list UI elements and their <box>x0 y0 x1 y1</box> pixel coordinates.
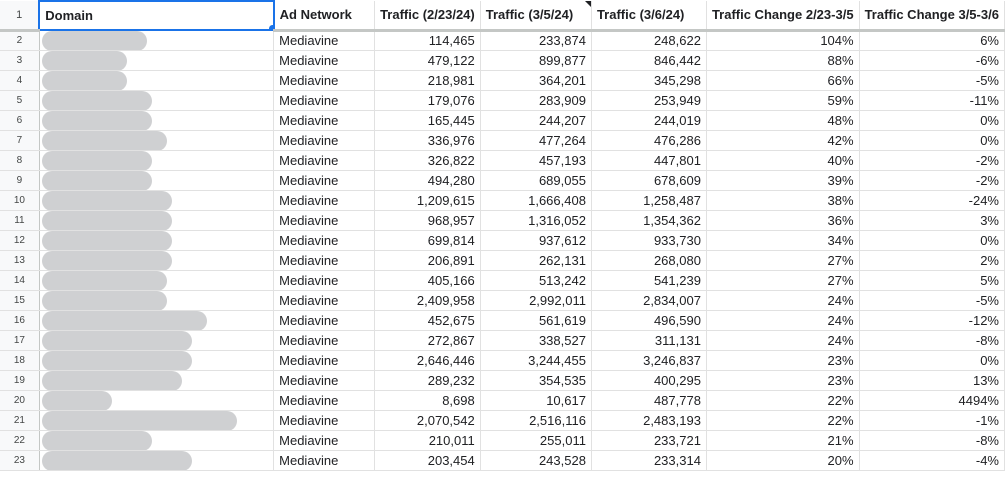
traffic-3-5-cell[interactable]: 243,528 <box>480 450 591 470</box>
change-3-5-3-6-cell[interactable]: -2% <box>859 150 1004 170</box>
traffic-3-5-cell[interactable]: 899,877 <box>480 50 591 70</box>
change-2-23-3-5-cell[interactable]: 23% <box>706 370 859 390</box>
table-row <box>0 430 1005 450</box>
change-2-23-3-5-cell[interactable]: 22% <box>706 410 859 430</box>
domain-cell[interactable] <box>39 410 273 430</box>
header-cell-traffic-2-23[interactable]: Traffic (2/23/24) <box>375 1 481 30</box>
traffic-3-6-cell[interactable]: 1,258,487 <box>591 190 706 210</box>
domain-cell[interactable] <box>39 370 273 390</box>
ad-network-cell[interactable]: Mediavine <box>274 90 375 110</box>
ad-network-cell[interactable]: Mediavine <box>274 290 375 310</box>
domain-cell[interactable] <box>39 130 273 150</box>
traffic-2-23-cell[interactable]: 405,166 <box>375 270 481 290</box>
domain-cell[interactable] <box>39 230 273 250</box>
table-row <box>0 190 1005 210</box>
header-row <box>0 1 1005 30</box>
traffic-2-23-cell[interactable]: 203,454 <box>375 450 481 470</box>
traffic-3-6-cell[interactable]: 3,246,837 <box>591 350 706 370</box>
row-number[interactable]: 6 <box>0 110 39 130</box>
ad-network-cell[interactable]: Mediavine <box>274 450 375 470</box>
change-2-23-3-5-cell[interactable]: 22% <box>706 390 859 410</box>
traffic-3-5-cell[interactable]: 2,992,011 <box>480 290 591 310</box>
traffic-3-6-cell[interactable]: 447,801 <box>591 150 706 170</box>
row-number[interactable]: 8 <box>0 150 39 170</box>
ad-network-cell[interactable]: Mediavine <box>274 30 375 50</box>
domain-cell[interactable] <box>39 270 273 290</box>
traffic-2-23-cell[interactable]: 272,867 <box>375 330 481 350</box>
change-2-23-3-5-cell[interactable]: 88% <box>706 50 859 70</box>
traffic-3-6-cell[interactable]: 541,239 <box>591 270 706 290</box>
change-2-23-3-5-cell[interactable]: 27% <box>706 250 859 270</box>
redacted-domain <box>42 411 237 431</box>
change-3-5-3-6-cell[interactable]: 3% <box>859 210 1004 230</box>
row-number[interactable]: 22 <box>0 430 39 450</box>
redacted-domain <box>42 151 152 171</box>
table-row <box>0 170 1005 190</box>
table-row <box>0 330 1005 350</box>
row-number[interactable]: 14 <box>0 270 39 290</box>
change-2-23-3-5-cell[interactable]: 40% <box>706 150 859 170</box>
traffic-3-5-cell[interactable]: 2,516,116 <box>480 410 591 430</box>
row-number[interactable]: 20 <box>0 390 39 410</box>
change-3-5-3-6-cell[interactable]: -2% <box>859 170 1004 190</box>
traffic-3-6-cell[interactable]: 244,019 <box>591 110 706 130</box>
table-row <box>0 270 1005 290</box>
traffic-3-6-cell[interactable]: 476,286 <box>591 130 706 150</box>
table-row <box>0 70 1005 90</box>
traffic-2-23-cell[interactable]: 2,646,446 <box>375 350 481 370</box>
row-number[interactable]: 11 <box>0 210 39 230</box>
traffic-3-5-cell[interactable]: 513,242 <box>480 270 591 290</box>
change-3-5-3-6-cell[interactable]: -12% <box>859 310 1004 330</box>
redacted-domain <box>42 431 152 451</box>
header-cell-change-2-23-3-5[interactable]: Traffic Change 2/23-3/5 <box>706 1 859 30</box>
change-3-5-3-6-cell[interactable]: 0% <box>859 350 1004 370</box>
traffic-3-6-cell[interactable]: 233,721 <box>591 430 706 450</box>
domain-cell[interactable] <box>39 170 273 190</box>
redacted-domain <box>42 251 172 271</box>
traffic-2-23-cell[interactable]: 699,814 <box>375 230 481 250</box>
traffic-3-6-cell[interactable]: 487,778 <box>591 390 706 410</box>
redacted-domain <box>42 451 192 471</box>
table-row <box>0 410 1005 430</box>
traffic-3-6-cell[interactable]: 2,834,007 <box>591 290 706 310</box>
redacted-domain <box>42 311 207 331</box>
traffic-2-23-cell[interactable]: 8,698 <box>375 390 481 410</box>
traffic-2-23-cell[interactable]: 479,122 <box>375 50 481 70</box>
change-2-23-3-5-cell[interactable]: 24% <box>706 330 859 350</box>
change-3-5-3-6-cell[interactable]: 0% <box>859 110 1004 130</box>
domain-cell[interactable] <box>39 90 273 110</box>
traffic-3-5-cell[interactable]: 338,527 <box>480 330 591 350</box>
change-3-5-3-6-cell[interactable]: -8% <box>859 430 1004 450</box>
traffic-2-23-cell[interactable]: 165,445 <box>375 110 481 130</box>
traffic-2-23-cell[interactable]: 206,891 <box>375 250 481 270</box>
change-2-23-3-5-cell[interactable]: 20% <box>706 450 859 470</box>
domain-cell[interactable] <box>39 330 273 350</box>
traffic-3-5-cell[interactable]: 233,874 <box>480 30 591 50</box>
ad-network-cell[interactable]: Mediavine <box>274 230 375 250</box>
redacted-domain <box>42 231 172 251</box>
row-number[interactable]: 18 <box>0 350 39 370</box>
change-2-23-3-5-cell[interactable]: 38% <box>706 190 859 210</box>
row-number[interactable]: 7 <box>0 130 39 150</box>
traffic-2-23-cell[interactable]: 2,409,958 <box>375 290 481 310</box>
redacted-domain <box>42 131 167 151</box>
ad-network-cell[interactable]: Mediavine <box>274 110 375 130</box>
change-3-5-3-6-cell[interactable]: 2% <box>859 250 1004 270</box>
header-cell-change-3-5-3-6[interactable]: Traffic Change 3/5-3/6 <box>859 1 1004 30</box>
ad-network-cell[interactable]: Mediavine <box>274 250 375 270</box>
ad-network-cell[interactable]: Mediavine <box>274 190 375 210</box>
traffic-3-5-cell[interactable]: 354,535 <box>480 370 591 390</box>
domain-cell[interactable] <box>39 150 273 170</box>
table-row <box>0 230 1005 250</box>
ad-network-cell[interactable]: Mediavine <box>274 270 375 290</box>
row-number[interactable]: 4 <box>0 70 39 90</box>
domain-cell[interactable] <box>39 390 273 410</box>
table-row <box>0 30 1005 50</box>
traffic-3-6-cell[interactable]: 400,295 <box>591 370 706 390</box>
traffic-2-23-cell[interactable]: 336,976 <box>375 130 481 150</box>
row-number[interactable]: 12 <box>0 230 39 250</box>
traffic-3-6-cell[interactable]: 1,354,362 <box>591 210 706 230</box>
domain-cell[interactable] <box>39 350 273 370</box>
change-3-5-3-6-cell[interactable]: -5% <box>859 290 1004 310</box>
change-2-23-3-5-cell[interactable]: 23% <box>706 350 859 370</box>
ad-network-cell[interactable]: Mediavine <box>274 310 375 330</box>
row-number[interactable]: 16 <box>0 310 39 330</box>
change-2-23-3-5-cell[interactable]: 48% <box>706 110 859 130</box>
domain-cell[interactable] <box>39 110 273 130</box>
traffic-3-5-cell[interactable]: 1,316,052 <box>480 210 591 230</box>
ad-network-cell[interactable]: Mediavine <box>274 430 375 450</box>
row-number[interactable]: 23 <box>0 450 39 470</box>
traffic-3-5-cell[interactable]: 477,264 <box>480 130 591 150</box>
domain-cell[interactable] <box>39 190 273 210</box>
domain-cell[interactable] <box>39 70 273 90</box>
redacted-domain <box>42 371 182 391</box>
change-3-5-3-6-cell[interactable]: 0% <box>859 130 1004 150</box>
change-3-5-3-6-cell[interactable]: -8% <box>859 330 1004 350</box>
traffic-3-5-cell[interactable]: 244,207 <box>480 110 591 130</box>
table-row <box>0 290 1005 310</box>
row-number[interactable]: 19 <box>0 370 39 390</box>
table-row <box>0 370 1005 390</box>
domain-cell[interactable] <box>39 50 273 70</box>
redacted-domain <box>42 171 152 191</box>
domain-cell[interactable] <box>39 310 273 330</box>
traffic-2-23-cell[interactable]: 326,822 <box>375 150 481 170</box>
traffic-2-23-cell[interactable]: 1,209,615 <box>375 190 481 210</box>
ad-network-cell[interactable]: Mediavine <box>274 130 375 150</box>
header-cell-traffic-3-5[interactable]: Traffic (3/5/24) <box>480 1 591 30</box>
domain-cell[interactable] <box>39 210 273 230</box>
traffic-3-5-cell[interactable]: 3,244,455 <box>480 350 591 370</box>
header-cell-ad-network[interactable]: Ad Network <box>274 1 375 30</box>
redacted-domain <box>42 351 192 371</box>
row-number[interactable]: 15 <box>0 290 39 310</box>
header-cell-traffic-3-6[interactable]: Traffic (3/6/24) <box>591 1 706 30</box>
table-row <box>0 90 1005 110</box>
row-number[interactable]: 9 <box>0 170 39 190</box>
redacted-domain <box>42 51 127 71</box>
table-row <box>0 150 1005 170</box>
change-3-5-3-6-cell[interactable]: -11% <box>859 90 1004 110</box>
change-2-23-3-5-cell[interactable]: 66% <box>706 70 859 90</box>
traffic-3-6-cell[interactable]: 933,730 <box>591 230 706 250</box>
traffic-3-6-cell[interactable]: 311,131 <box>591 330 706 350</box>
ad-network-cell[interactable]: Mediavine <box>274 370 375 390</box>
traffic-3-6-cell[interactable]: 345,298 <box>591 70 706 90</box>
redacted-domain <box>42 71 127 91</box>
traffic-3-6-cell[interactable]: 248,622 <box>591 30 706 50</box>
traffic-2-23-cell[interactable]: 289,232 <box>375 370 481 390</box>
ad-network-cell[interactable]: Mediavine <box>274 150 375 170</box>
domain-cell[interactable] <box>39 430 273 450</box>
traffic-3-5-cell[interactable]: 1,666,408 <box>480 190 591 210</box>
traffic-2-23-cell[interactable]: 218,981 <box>375 70 481 90</box>
table-row <box>0 210 1005 230</box>
change-3-5-3-6-cell[interactable]: -24% <box>859 190 1004 210</box>
change-2-23-3-5-cell[interactable]: 42% <box>706 130 859 150</box>
table-row <box>0 450 1005 470</box>
traffic-2-23-cell[interactable]: 452,675 <box>375 310 481 330</box>
ad-network-cell[interactable]: Mediavine <box>274 410 375 430</box>
row-number[interactable]: 3 <box>0 50 39 70</box>
traffic-3-5-cell[interactable]: 364,201 <box>480 70 591 90</box>
ad-network-cell[interactable]: Mediavine <box>274 390 375 410</box>
traffic-3-6-cell[interactable]: 846,442 <box>591 50 706 70</box>
change-3-5-3-6-cell[interactable]: -5% <box>859 70 1004 90</box>
redacted-domain <box>42 331 192 351</box>
traffic-3-6-cell[interactable]: 678,609 <box>591 170 706 190</box>
change-3-5-3-6-cell[interactable]: 13% <box>859 370 1004 390</box>
traffic-3-6-cell[interactable]: 496,590 <box>591 310 706 330</box>
redacted-domain <box>42 191 172 211</box>
change-3-5-3-6-cell[interactable]: 4494% <box>859 390 1004 410</box>
redacted-domain <box>42 31 147 50</box>
row-number[interactable]: 1 <box>0 1 39 30</box>
change-2-23-3-5-cell[interactable]: 24% <box>706 290 859 310</box>
table-row <box>0 250 1005 270</box>
change-2-23-3-5-cell[interactable]: 21% <box>706 430 859 450</box>
ad-network-cell[interactable]: Mediavine <box>274 70 375 90</box>
redacted-domain <box>42 91 152 111</box>
row-number[interactable]: 13 <box>0 250 39 270</box>
row-number[interactable]: 17 <box>0 330 39 350</box>
traffic-3-5-cell[interactable]: 283,909 <box>480 90 591 110</box>
note-indicator-icon[interactable] <box>585 1 591 7</box>
change-2-23-3-5-cell[interactable]: 59% <box>706 90 859 110</box>
table-row <box>0 350 1005 370</box>
redacted-domain <box>42 291 167 311</box>
change-2-23-3-5-cell[interactable]: 24% <box>706 310 859 330</box>
row-number[interactable]: 5 <box>0 90 39 110</box>
table-row <box>0 310 1005 330</box>
traffic-2-23-cell[interactable]: 114,465 <box>375 30 481 50</box>
ad-network-cell[interactable]: Mediavine <box>274 330 375 350</box>
ad-network-cell[interactable]: Mediavine <box>274 210 375 230</box>
change-2-23-3-5-cell[interactable]: 34% <box>706 230 859 250</box>
change-3-5-3-6-cell[interactable]: -6% <box>859 50 1004 70</box>
header-cell-domain[interactable]: Domain <box>39 1 273 30</box>
traffic-3-6-cell[interactable]: 233,314 <box>591 450 706 470</box>
table-row <box>0 50 1005 70</box>
table-row <box>0 110 1005 130</box>
table-row <box>0 130 1005 150</box>
row-number[interactable]: 2 <box>0 30 39 50</box>
change-2-23-3-5-cell[interactable]: 36% <box>706 210 859 230</box>
change-3-5-3-6-cell[interactable]: -1% <box>859 410 1004 430</box>
traffic-2-23-cell[interactable]: 968,957 <box>375 210 481 230</box>
traffic-3-6-cell[interactable]: 268,080 <box>591 250 706 270</box>
redacted-domain <box>42 111 152 131</box>
traffic-2-23-cell[interactable]: 2,070,542 <box>375 410 481 430</box>
domain-cell[interactable] <box>39 290 273 310</box>
domain-cell[interactable] <box>39 30 273 50</box>
redacted-domain <box>42 271 167 291</box>
table-row <box>0 390 1005 410</box>
traffic-3-5-cell[interactable]: 689,055 <box>480 170 591 190</box>
change-2-23-3-5-cell[interactable]: 104% <box>706 30 859 50</box>
traffic-3-5-cell[interactable]: 457,193 <box>480 150 591 170</box>
traffic-3-5-cell[interactable]: 10,617 <box>480 390 591 410</box>
ad-network-cell[interactable]: Mediavine <box>274 50 375 70</box>
ad-network-cell[interactable]: Mediavine <box>274 170 375 190</box>
traffic-3-5-cell[interactable]: 262,131 <box>480 250 591 270</box>
change-3-5-3-6-cell[interactable]: -4% <box>859 450 1004 470</box>
change-3-5-3-6-cell[interactable]: 5% <box>859 270 1004 290</box>
redacted-domain <box>42 211 172 231</box>
traffic-3-6-cell[interactable]: 2,483,193 <box>591 410 706 430</box>
change-3-5-3-6-cell[interactable]: 6% <box>859 30 1004 50</box>
domain-cell[interactable] <box>39 250 273 270</box>
traffic-3-5-cell[interactable]: 561,619 <box>480 310 591 330</box>
change-2-23-3-5-cell[interactable]: 27% <box>706 270 859 290</box>
traffic-2-23-cell[interactable]: 210,011 <box>375 430 481 450</box>
ad-network-cell[interactable]: Mediavine <box>274 350 375 370</box>
redacted-domain <box>42 391 112 411</box>
traffic-3-5-cell[interactable]: 255,011 <box>480 430 591 450</box>
domain-cell[interactable] <box>39 450 273 470</box>
change-3-5-3-6-cell[interactable]: 0% <box>859 230 1004 250</box>
row-number[interactable]: 10 <box>0 190 39 210</box>
traffic-3-6-cell[interactable]: 253,949 <box>591 90 706 110</box>
traffic-2-23-cell[interactable]: 179,076 <box>375 90 481 110</box>
traffic-3-5-cell[interactable]: 937,612 <box>480 230 591 250</box>
traffic-2-23-cell[interactable]: 494,280 <box>375 170 481 190</box>
change-2-23-3-5-cell[interactable]: 39% <box>706 170 859 190</box>
row-number[interactable]: 21 <box>0 410 39 430</box>
